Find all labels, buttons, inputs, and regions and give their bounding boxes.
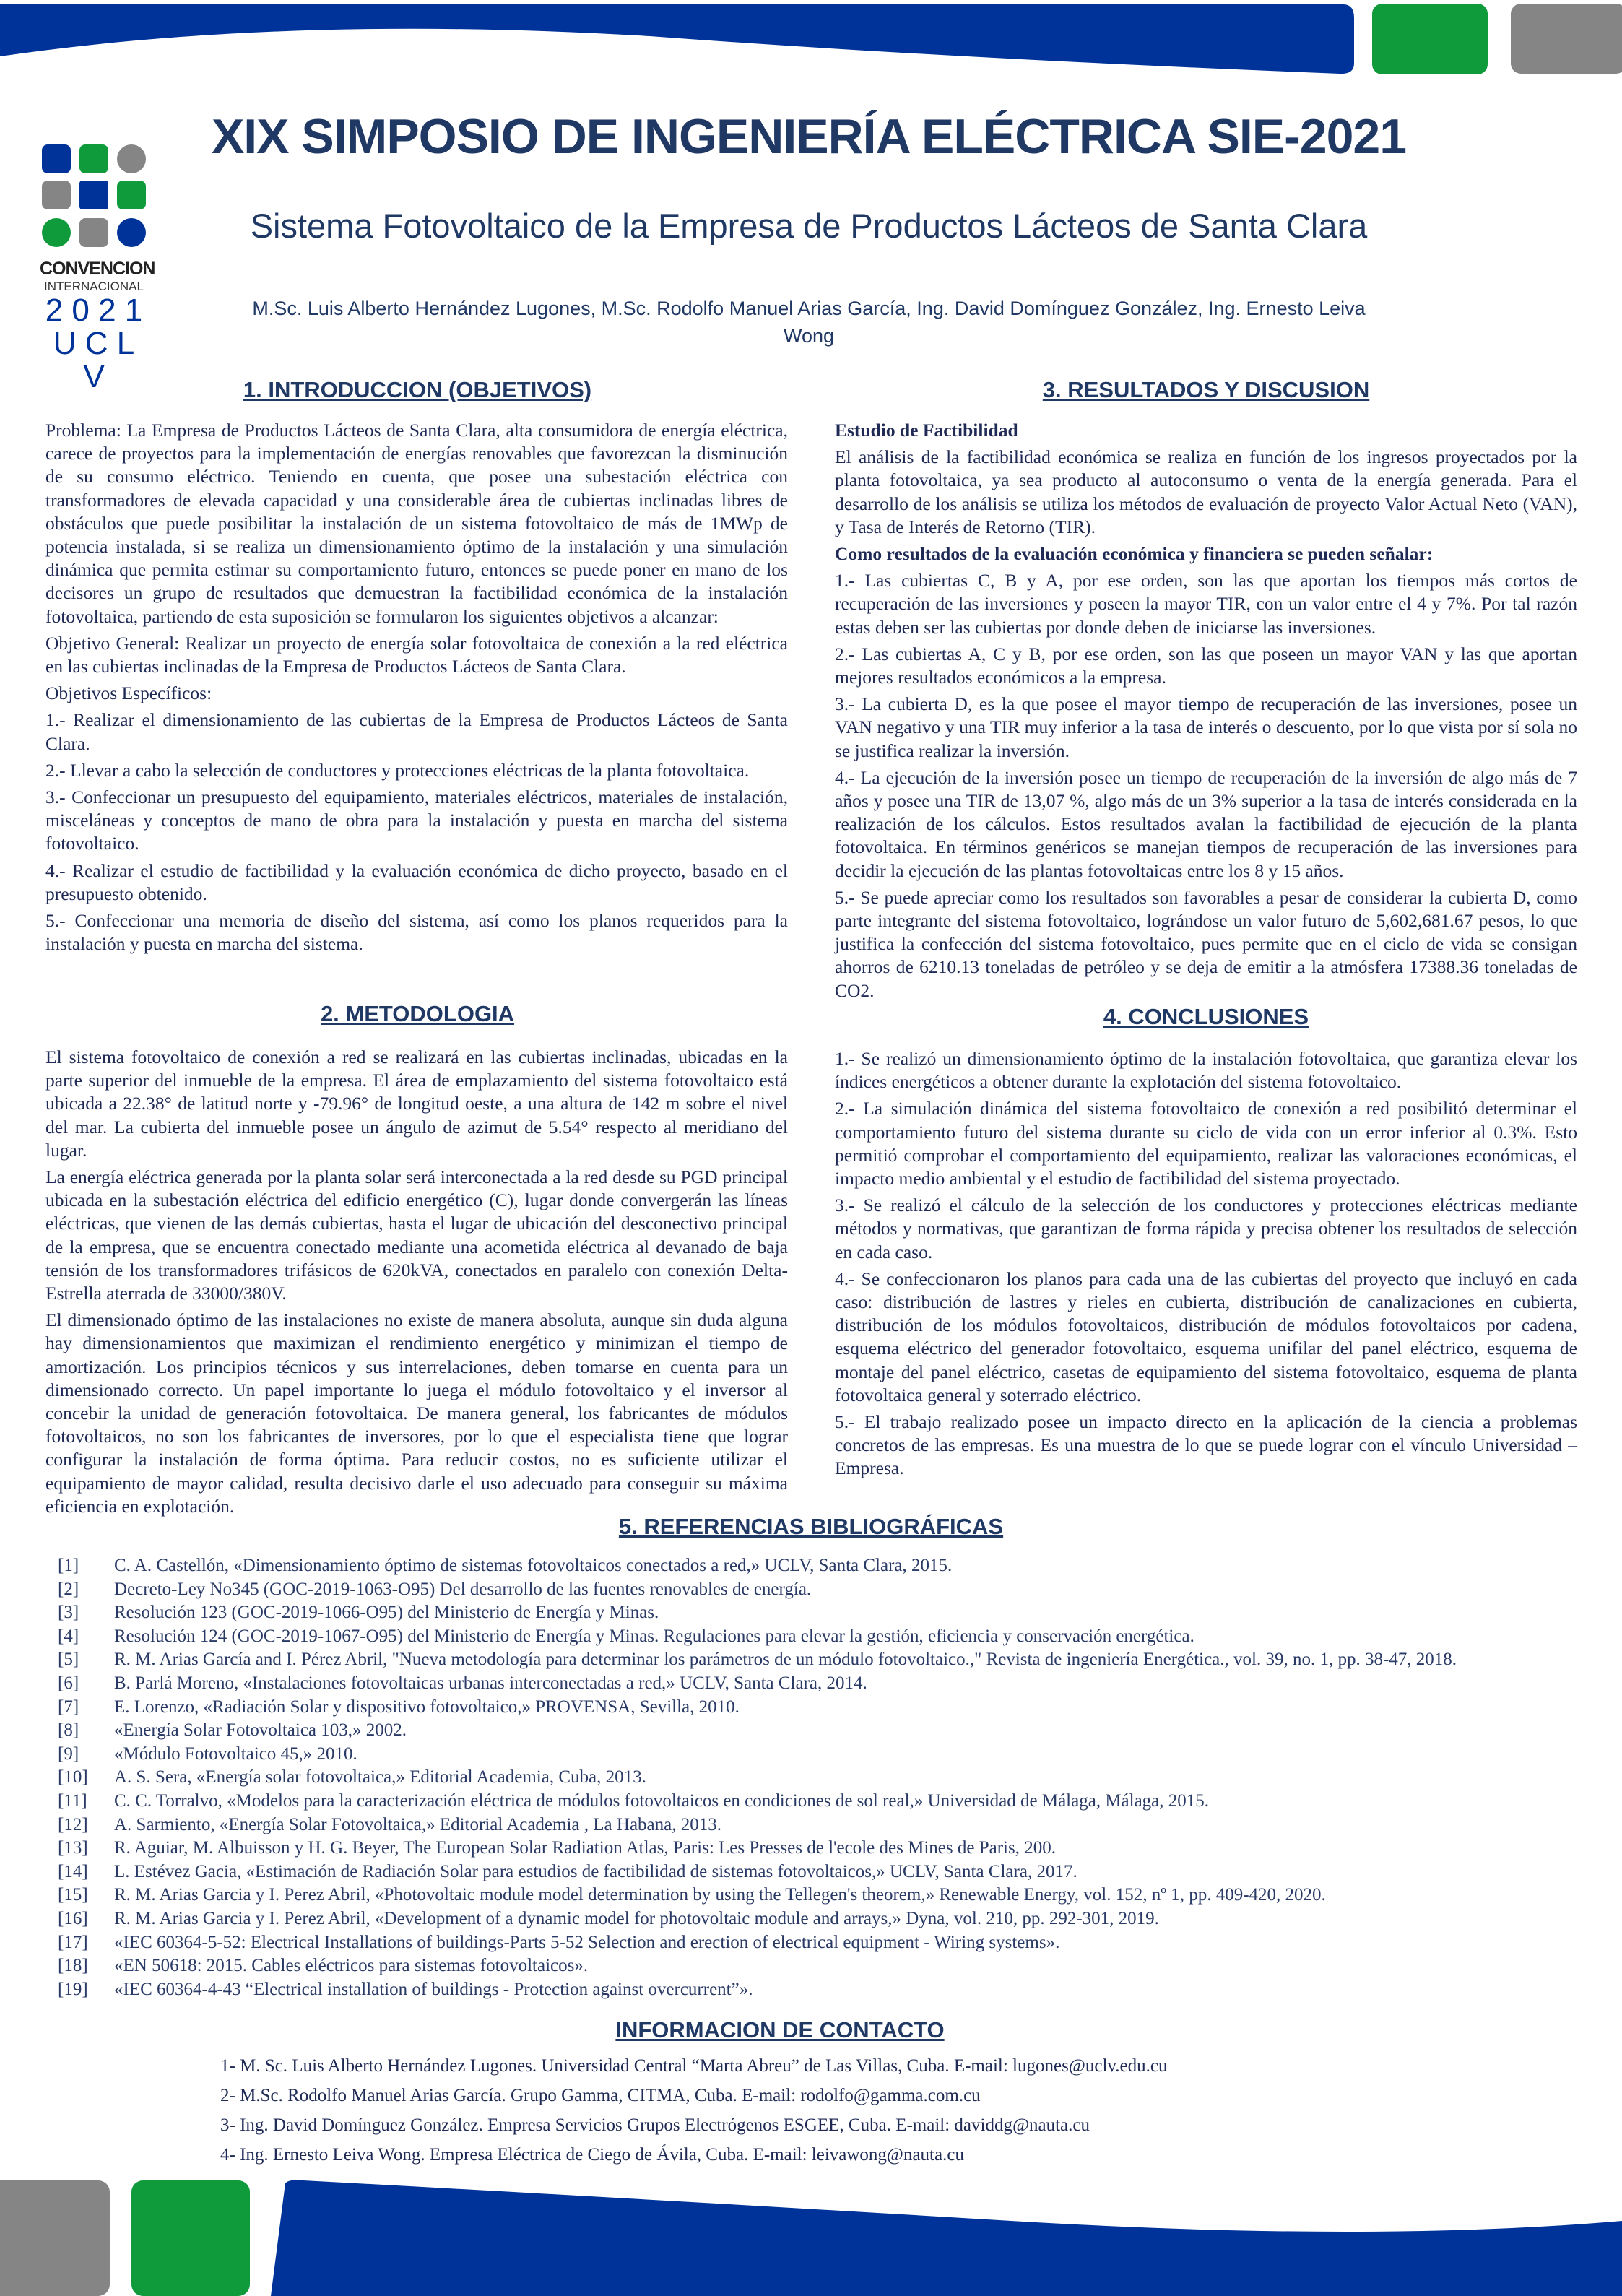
top-banner [0,0,1622,79]
bottom-banner [0,2178,1622,2296]
reference-item [58,1837,1589,1860]
conclusions-body [835,1047,1577,1484]
logo-mark-icon [40,144,148,249]
results-item: 3.- La cubierta D, es la que posee el mayor tiempo de recuperación de las inversiones, posee un VAN negativo y una TIR muy inferior a la tasa de interés o descuento, por lo que vista por sí sola no se justifica realizar la inversión. [835,693,1577,761]
reference-number: [9] [58,1743,79,1764]
reference-number: [12] [58,1814,88,1834]
reference-text: E. Lorenzo, «Radiación Solar y dispositivo fotovoltaico,» PROVENSA, Sevilla, 2010. [114,1697,740,1717]
reference-number: [19] [58,1979,88,1999]
reference-text: Decreto-Ley No345 (GOC-2019-1063-O95) Del desarrollo de las fuentes renovables de energía. [114,1579,812,1599]
reference-number: [11] [58,1790,87,1811]
results-item: 4.- La ejecución de la inversión posee un tiempo de recuperación de la inversión de algo más de 7 años y posee una TIR de 13,07 %, algo más de un 3% superior a la tasa de interés considerada en la realización de los cálculos. Estos resultados avalan la factibilidad de ejecución de la planta fotovoltaica. En términos genéricos se manejan tiempos de recuperación de las inversiones para decidir la ejecución de las plantas fotovoltaicas entre los 8 y 15 años. [835,766,1577,881]
reference-item [58,1860,1589,1884]
conclusion-item: 3.- Se realizó el cálculo de la selección de los conductores y protecciones eléctricas mediante métodos y normativas, que garantizan de forma rápida y precisa obtener los resultados de selección en cada caso. [835,1195,1577,1262]
results-item: 1.- Las cubiertas C, B y A, por ese orden, son las que aportan los tiempos más cortos de recuperación de las inversiones y poseen la mayor TIR, con un valor entre el 4 y 7%. Por tal razón estas deben ser las cubiertas por donde deben de iniciarse las inversiones. [835,570,1577,638]
intro-paragraph: Problema: La Empresa de Productos Lácteos de Santa Clara, alta consumidora de energía eléctrica, carece de proyectos para la implementación de energías renovables que favorezcan la disminución de su consumo eléctrico. Teniendo en cuenta, que posee una subestación eléctrica con transformadores de elevada capacidad y una considerable área de cubiertas inclinadas libres de obstáculos que puede posibilitar la instalación de un sistema fotovoltaico de más de 1MWp de potencia instalada, si se realiza un dimensionamiento óptimo de la instalación y una simulación dinámica que permita estimar su comportamiento futuro, entonces se puede poner en mano de los decisores un grupo de resultados que demuestran la factibilidad económica de la instalación fotovoltaica, partiendo de esta suposición se formularon los siguientes objetivos a alcanzar: [45,420,788,627]
results-paragraph: El análisis de la factibilidad económica se realiza en función de los ingresos proyectados por la planta fotovoltaica, ya sea producto al autoconsumo o venta de la energía generada. Para el desarrollo de los análisis se utiliza los métodos de evaluación de proyecto Valor Actual Neto (VAN), y Tasa de Interés de Retorno (TIR). [835,446,1577,537]
reference-number: [13] [58,1838,88,1858]
reference-number: [18] [58,1956,88,1976]
logo-text-internacional: INTERNACIONAL [44,280,144,293]
reference-number: [14] [58,1861,88,1881]
intro-paragraph: 3.- Confeccionar un presupuesto del equipamiento, materiales eléctricos, materiales de instalación, misceláneas y conceptos de mano de obra para la instalación y puesta en marcha del sistema fotovoltaico. [45,787,788,854]
reference-text: B. Parlá Moreno, «Instalaciones fotovoltaicas urbanas interconectadas a red,» UCLV, Santa Clara, 2014. [114,1673,867,1693]
reference-number: [2] [58,1579,79,1599]
reference-item [58,1978,1589,2002]
reference-text: Resolución 123 (GOC-2019-1066-O95) del Ministerio de Energía y Minas. [114,1603,659,1623]
results-item: 5.- Se puede apreciar como los resultados son favorables a pesar de considerar la cubierta D, como parte integrante del sistema fotovoltaico, lográndose un valor futuro de 5,602,681.67 pesos, lo que justifica la confección del sistema fotovoltaico, pues permite que en el ciclo de vida se consigan ahorros de 6210.13 toneladas de petróleo y se deja de emitir a la atmósfera 17388.36 toneladas de CO2. [835,886,1577,1001]
reference-item [58,1884,1589,1907]
reference-number: [7] [58,1697,79,1717]
reference-item [58,1696,1589,1720]
reference-text: Resolución 124 (GOC-2019-1067-O95) del Ministerio de Energía y Minas. Regulaciones para elevar la gestión, eficiencia y conservación energética. [114,1626,1194,1646]
intro-paragraph: 4.- Realizar el estudio de factibilidad y la evaluación económica de dicho proyecto, basado en el presupuesto obtenido. [45,859,788,904]
reference-item [58,1578,1589,1602]
method-body [45,1046,788,1522]
reference-number: [15] [58,1885,88,1905]
results-heading: 3. RESULTADOS Y DISCUSION [1042,377,1370,402]
results-subheading: Como resultados de la evaluación económica y financiera se pueden señalar: [835,543,1434,565]
reference-text: A. Sarmiento, «Energía Solar Fotovoltaica,» Editorial Academia , La Habana, 2013. [114,1814,721,1834]
contact-item: 2- M.Sc. Rodolfo Manuel Arias García. Grupo Gamma, CITMA, Cuba. E-mail: rodolfo@gamma.com.cu [220,2086,981,2105]
reference-item [58,1672,1589,1696]
reference-number: [10] [58,1767,88,1788]
reference-item [58,1766,1589,1790]
reference-item [58,1790,1589,1814]
results-body [835,419,1577,1006]
logo-text-convencion: CONVENCION [40,259,155,279]
contact-heading: INFORMACION DE CONTACTO [615,2017,945,2042]
conclusions-heading: 4. CONCLUSIONES [1103,1004,1309,1029]
contact-item: 1- M. Sc. Luis Alberto Hernández Lugones. Universidad Central “Marta Abreu” de Las Villas, Cuba. E-mail: lugones@uclv.edu.cu [220,2056,1168,2076]
conclusion-item: 1.- Se realizó un dimensionamiento óptimo de la instalación fotovoltaica, que garantiza elevar los índices energéticos a obtener durante la explotación del sistema fotovoltaico. [835,1048,1577,1093]
reference-number: [17] [58,1932,88,1952]
reference-number: [16] [58,1908,88,1928]
reference-number: [6] [58,1673,79,1693]
reference-item [58,1601,1589,1625]
reference-text: R. M. Arias Garcia y I. Perez Abril, «Development of a dynamic model for photovoltaic module and arrays,» Dyna, vol. 210, pp. 292-301, 2019. [114,1908,1159,1928]
reference-text: A. S. Sera, «Energía solar fotovoltaica,» Editorial Academia, Cuba, 2013. [114,1767,646,1788]
method-paragraph: La energía eléctrica generada por la planta solar será interconectada a la red desde su PGD principal ubicada en la subestación eléctrica del edificio energético (C), lugar donde convergerán las líneas eléctricas, que vienen de las demás cubiertas, hasta el lugar de ubicación del desconectivo principal de la empresa, que se encuentra conectado mediante una acometida eléctrica al devanado de baja tensión de los transformadores trifásicos de 620kVA, conectados en paralelo con conexión Delta- Estrella aterrada de 33000/380V. [45,1166,788,1304]
method-paragraph: El dimensionado óptimo de las instalaciones no existe de manera absoluta, aunque sin duda alguna hay dimensionamientos que maximizan el rendimiento energético y minimizan el tiempo de amortización. Los principios técnicos y sus interrelaciones, deben tomarse en cuenta para un dimensionado correcto. Un papel importante lo juega el módulo fotovoltaico y el inversor al concebir la unidad de generación fotovoltaica. De manera general, los fabricantes de módulos fotovoltaicos, no son los fabricantes de inversores, por lo que el especialista tiene que lograr configurar la instalación de forma óptima. Para reducir costos, no es suficiente utilizar el equipamiento de mayor calidad, resulta decisivo darle el uso adecuado para conseguir su máxima eficiencia en explotación. [45,1309,788,1517]
reference-number: [3] [58,1603,79,1623]
reference-text: C. C. Torralvo, «Modelos para la caracterización eléctrica de módulos fotovoltaicos en condiciones de sol real,» Universidad de Málaga, Málaga, 2015. [114,1790,1210,1811]
reference-text: R. M. Arias García and I. Pérez Abril, "Nueva metodología para determinar los parámetros de un módulo fotovoltaico.," Revista de ingeniería Energética., vol. 39, no. 1, pp. 38-47, 2018. [114,1650,1457,1670]
reference-text: «Módulo Fotovoltaico 45,» 2010. [114,1743,357,1764]
intro-paragraph: 2.- Llevar a cabo la selección de conductores y protecciones eléctricas de la planta fotovoltaica. [45,759,750,781]
references-heading: 5. REFERENCIAS BIBLIOGRÁFICAS [618,1514,1004,1539]
reference-item [58,1625,1589,1649]
method-heading: 2. METODOLOGIA [320,1001,515,1026]
reference-text: L. Estévez Gacia, «Estimación de Radiación Solar para estudios de factibilidad de sistemas fotovoltaicos,» UCLV, Santa Clara, 2017. [114,1861,1077,1881]
logo-year: 2 0 2 1 [45,293,143,328]
reference-item [58,1931,1589,1955]
authors: M.Sc. Luis Alberto Hernández Lugones, M.Sc. Rodolfo Manuel Arias García, Ing. David Domínguez González, Ing. Ernesto Leiva Wong [252,298,1366,347]
results-subheading: Estudio de Factibilidad [835,420,1018,441]
reference-number: [8] [58,1720,79,1741]
reference-text: «EN 50618: 2015. Cables eléctricos para sistemas fotovoltaicos». [114,1956,589,1976]
reference-item [58,1954,1589,1978]
reference-text: «IEC 60364-4-43 “Electrical installation of buildings - Protection against overcurrent”». [114,1979,753,1999]
reference-number: [1] [58,1556,79,1575]
intro-paragraph: 5.- Confeccionar una memoria de diseño del sistema, así como los planos requeridos para la instalación y puesta en marcha del sistema. [45,910,788,955]
convention-logo [40,144,155,394]
conclusion-item: 4.- Se confeccionaron los planos para cada una de las cubiertas del proyecto que incluyó en cada caso: distribución de lastres y rieles en cubierta, distribución de canalizaciones en cubierta, distribución de los módulos fotovoltaicos, distribución de módulos fotovoltaicos por cadena, esquema eléctrico del generador fotovoltaico, esquema unifilar del panel eléctrico, esquema de montaje del panel eléctrico, casetas de equipamiento del sistema fotovoltaico, esquema de planta fotovoltaica general y soterrado eléctrico. [835,1268,1577,1405]
reference-item [58,1743,1589,1767]
contact-item: 4- Ing. Ernesto Leiva Wong. Empresa Eléctrica de Ciego de Ávila, Cuba. E-mail: leivawong@nauta.cu [220,2145,964,2165]
intro-paragraph: Objetivos Específicos: [45,683,212,704]
intro-heading: 1. INTRODUCCION (OBJETIVOS) [243,377,592,402]
reference-number: [5] [58,1650,79,1670]
results-item: 2.- Las cubiertas A, C y B, por ese orden, son las que poseen un mayor VAN y las que aportan mejores resultados económicos a la empresa. [835,643,1577,688]
reference-item [58,1554,1589,1578]
contact-list [220,2051,1167,2170]
poster-title: XIX SIMPOSIO DE INGENIERÍA ELÉCTRICA SIE-2021 [211,109,1407,164]
references-list [58,1554,1589,2001]
conclusion-item: 2.- La simulación dinámica del sistema fotovoltaico de conexión a red posibilitó determinar el comportamiento futuro del sistema durante su ciclo de vida con un error inferior al 0.3%. Esto permitió comprobar el comportamiento del equipamiento, realizar las valoraciones económicas, el impacto medio ambiental y el estudio de factibilidad del sistema proyectado. [835,1098,1577,1190]
reference-number: [4] [58,1626,79,1646]
reference-text: R. Aguiar, M. Albuisson y H. G. Beyer, The European Solar Radiation Atlas, Paris: Les Presses de l'ecole des Mines de Paris, 200. [114,1838,1056,1858]
reference-text: «Energía Solar Fotovoltaica 103,» 2002. [114,1720,407,1741]
poster-subtitle: Sistema Fotovoltaico de la Empresa de Productos Lácteos de Santa Clara [250,207,1368,245]
reference-item [58,1648,1589,1672]
logo-org: U C L V [53,326,135,394]
reference-text: «IEC 60364-5-52: Electrical Installations of buildings-Parts 5-52 Selection and erection of electrical equipment - Wiring systems». [114,1932,1060,1952]
conclusion-item: 5.- El trabajo realizado posee un impacto directo en la aplicación de la ciencia a problemas concretos de las empresas. Es una muestra de lo que se puede lograr con el vínculo Universidad – Empresa. [835,1411,1577,1479]
reference-item [58,1719,1589,1743]
reference-text: R. M. Arias Garcia y I. Perez Abril, «Photovoltaic module model determination by using the Tellegen's theorem,» Renewable Energy, vol. 152, nº 1, pp. 409-420, 2020. [114,1885,1326,1905]
intro-paragraph: 1.- Realizar el dimensionamiento de las cubiertas de la Empresa de Productos Lácteos de Santa Clara. [45,709,788,754]
reference-item [58,1907,1589,1931]
method-paragraph: El sistema fotovoltaico de conexión a red se realizará en las cubiertas inclinadas, ubicadas en la parte superior del inmueble de la empresa. El área de emplazamiento del sistema fotovoltaico está ubicada a 22.38° de latitud norte y -79.96° de longitud oeste, a una altura de 142 m sobre el nivel del mar. La cubierta del inmueble posee un ángulo de azimut de 5.54° respecto al meridiano del lugar. [45,1047,788,1161]
contact-item: 3- Ing. David Domínguez González. Empresa Servicios Grupos Electrógenos ESGEE, Cuba. E-mail: daviddg@nauta.cu [220,2115,1090,2135]
intro-paragraph: Objetivo General: Realizar un proyecto de energía solar fotovoltaica de conexión a la red eléctrica en las cubiertas inclinadas de la Empresa de Productos Lácteos de Santa Clara. [45,632,788,677]
reference-text: C. A. Castellón, «Dimensionamiento óptimo de sistemas fotovoltaicos conectados a red,» UCLV, Santa Clara, 2015. [114,1556,953,1575]
reference-item [58,1814,1589,1837]
intro-body [45,419,788,959]
